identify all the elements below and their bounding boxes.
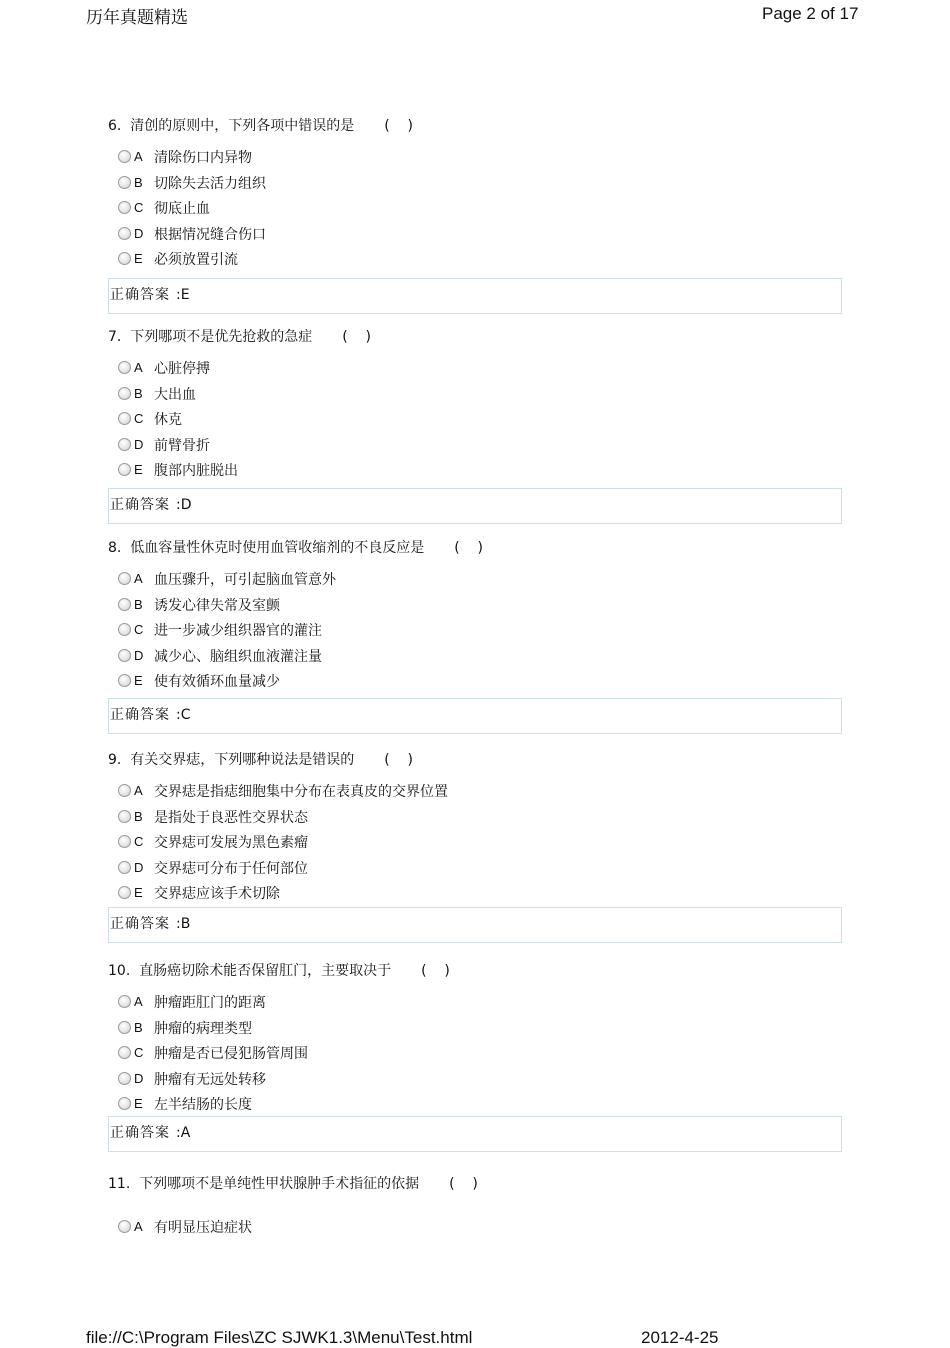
question-text: 直肠癌切除术能否保留肛门，主要取决于 bbox=[139, 963, 392, 979]
option-text: 肿瘤的病理类型 bbox=[154, 1020, 252, 1037]
question-7 bbox=[108, 327, 848, 485]
option-letter: B bbox=[134, 808, 143, 824]
question-text: 有关交界痣，下列哪种说法是错误的 bbox=[130, 752, 355, 768]
radio-button[interactable] bbox=[118, 252, 131, 265]
option-d[interactable] bbox=[108, 223, 848, 249]
radio-button[interactable] bbox=[118, 784, 131, 797]
option-b[interactable] bbox=[108, 806, 848, 832]
option-text: 彻底止血 bbox=[154, 201, 210, 218]
answer-box bbox=[108, 698, 842, 734]
option-text: 肿瘤有无远处转移 bbox=[154, 1071, 266, 1088]
question-text: 低血容量性休克时使用血管收缩剂的不良反应是 bbox=[130, 540, 425, 556]
radio-button[interactable] bbox=[118, 361, 131, 374]
answer-box bbox=[108, 278, 842, 314]
answer-blank: ( ) bbox=[384, 118, 413, 134]
option-letter: E bbox=[134, 673, 143, 689]
radio-button[interactable] bbox=[118, 1046, 131, 1059]
option-letter: B bbox=[134, 1019, 143, 1035]
option-e[interactable] bbox=[108, 882, 848, 908]
radio-button[interactable] bbox=[118, 572, 131, 585]
option-b[interactable] bbox=[108, 383, 848, 409]
option-letter: E bbox=[134, 885, 143, 901]
radio-button[interactable] bbox=[118, 810, 131, 823]
option-text: 诱发心律失常及室颤 bbox=[154, 597, 280, 614]
answer-blank: ( ) bbox=[342, 329, 371, 345]
question-text: 下列哪项不是单纯性甲状腺肿手术指征的依据 bbox=[139, 1176, 420, 1192]
radio-button[interactable] bbox=[118, 674, 131, 687]
answer-box bbox=[108, 488, 842, 524]
radio-button[interactable] bbox=[118, 598, 131, 611]
radio-button[interactable] bbox=[118, 1021, 131, 1034]
question-10 bbox=[108, 961, 848, 1119]
option-text: 有明显压迫症状 bbox=[154, 1220, 252, 1236]
answer-value: :B bbox=[176, 916, 191, 932]
footer-date: 2012-4-25 bbox=[641, 1328, 719, 1347]
option-text: 肿瘤距肛门的距离 bbox=[154, 995, 266, 1011]
radio-button[interactable] bbox=[118, 150, 131, 163]
option-e[interactable] bbox=[108, 670, 848, 696]
answer-blank: ( ) bbox=[449, 1176, 478, 1192]
option-letter: A bbox=[134, 149, 143, 164]
radio-button[interactable] bbox=[118, 176, 131, 189]
option-a[interactable] bbox=[108, 780, 848, 806]
answer-blank: ( ) bbox=[384, 752, 413, 768]
option-text: 清除伤口内异物 bbox=[154, 150, 252, 166]
option-c[interactable] bbox=[108, 619, 848, 645]
option-a[interactable] bbox=[108, 146, 848, 172]
answer-value: :A bbox=[176, 1125, 191, 1141]
radio-button[interactable] bbox=[118, 835, 131, 848]
answer-label: 正确答案 bbox=[110, 497, 170, 513]
option-text: 进一步减少组织器官的灌注 bbox=[154, 623, 322, 640]
option-text: 交界痣应该手术切除 bbox=[154, 886, 280, 903]
question-number: 9. bbox=[108, 752, 122, 768]
option-letter: A bbox=[134, 360, 143, 375]
answer-label: 正确答案 bbox=[110, 707, 170, 723]
option-letter: D bbox=[134, 647, 144, 663]
radio-button[interactable] bbox=[118, 623, 131, 636]
answer-box bbox=[108, 907, 842, 943]
option-letter: B bbox=[134, 174, 143, 190]
option-letter: D bbox=[134, 859, 144, 875]
option-d[interactable] bbox=[108, 1068, 848, 1094]
option-letter: A bbox=[134, 994, 143, 1009]
answer-value: :C bbox=[176, 707, 191, 723]
answer-label: 正确答案 bbox=[110, 287, 170, 303]
header-title: 历年真题精选 bbox=[86, 8, 188, 28]
option-a[interactable] bbox=[108, 357, 848, 383]
option-letter: C bbox=[134, 1045, 144, 1061]
option-e[interactable] bbox=[108, 248, 848, 274]
option-letter: B bbox=[134, 596, 143, 612]
option-d[interactable] bbox=[108, 434, 848, 460]
radio-button[interactable] bbox=[118, 995, 131, 1008]
radio-button[interactable] bbox=[118, 1072, 131, 1085]
question-title bbox=[108, 538, 848, 558]
option-b[interactable] bbox=[108, 172, 848, 198]
option-text: 根据情况缝合伤口 bbox=[154, 226, 266, 243]
radio-button[interactable] bbox=[118, 861, 131, 874]
option-a[interactable] bbox=[108, 991, 848, 1017]
question-number: 6. bbox=[108, 118, 122, 134]
option-c[interactable] bbox=[108, 1042, 848, 1068]
option-text: 减少心、脑组织血液灌注量 bbox=[154, 648, 322, 665]
question-title bbox=[108, 1174, 848, 1194]
option-letter: A bbox=[134, 1219, 143, 1234]
answer-value: :D bbox=[176, 497, 192, 513]
option-text: 腹部内脏脱出 bbox=[154, 463, 238, 480]
option-letter: E bbox=[134, 462, 143, 478]
option-text: 血压骤升，可引起脑血管意外 bbox=[154, 572, 336, 588]
option-letter: D bbox=[134, 225, 144, 241]
question-9 bbox=[108, 750, 848, 908]
question-11 bbox=[108, 1174, 848, 1242]
answer-blank: ( ) bbox=[454, 540, 483, 556]
option-text: 休克 bbox=[154, 412, 182, 429]
option-text: 大出血 bbox=[154, 386, 196, 403]
option-letter: D bbox=[134, 1070, 144, 1086]
radio-button[interactable] bbox=[118, 463, 131, 476]
option-d[interactable] bbox=[108, 857, 848, 883]
answer-label: 正确答案 bbox=[110, 1125, 170, 1141]
option-text: 肿瘤是否已侵犯肠管周围 bbox=[154, 1046, 308, 1063]
question-number: 11. bbox=[108, 1176, 131, 1192]
option-e[interactable] bbox=[108, 459, 848, 485]
option-letter: C bbox=[134, 411, 144, 427]
option-letter: C bbox=[134, 200, 144, 216]
option-letter: D bbox=[134, 436, 144, 452]
option-d[interactable] bbox=[108, 645, 848, 671]
answer-blank: ( ) bbox=[421, 963, 450, 979]
option-letter: A bbox=[134, 783, 143, 798]
question-8 bbox=[108, 538, 848, 696]
radio-button[interactable] bbox=[118, 227, 131, 240]
option-text: 使有效循环血量减少 bbox=[154, 674, 280, 691]
question-number: 8. bbox=[108, 540, 122, 556]
question-title bbox=[108, 961, 848, 981]
radio-button[interactable] bbox=[118, 1097, 131, 1110]
option-a[interactable] bbox=[108, 1216, 848, 1242]
question-text: 清创的原则中，下列各项中错误的是 bbox=[130, 118, 355, 134]
question-title bbox=[108, 116, 848, 136]
option-b[interactable] bbox=[108, 1017, 848, 1043]
answer-label: 正确答案 bbox=[110, 916, 170, 932]
footer-file-path: file://C:\Program Files\ZC SJWK1.3\Menu\Test.html bbox=[86, 1328, 473, 1347]
option-text: 交界痣可发展为黑色素瘤 bbox=[154, 835, 308, 852]
option-a[interactable] bbox=[108, 568, 848, 594]
option-text: 前臂骨折 bbox=[154, 437, 210, 454]
option-text: 心脏停搏 bbox=[154, 361, 210, 377]
radio-button[interactable] bbox=[118, 201, 131, 214]
question-number: 10. bbox=[108, 963, 131, 979]
radio-button[interactable] bbox=[118, 387, 131, 400]
answer-box bbox=[108, 1116, 842, 1152]
option-text: 是指处于良恶性交界状态 bbox=[154, 809, 308, 826]
radio-button[interactable] bbox=[118, 438, 131, 451]
option-text: 必须放置引流 bbox=[154, 252, 238, 269]
question-text: 下列哪项不是优先抢救的急症 bbox=[130, 329, 313, 345]
option-text: 左半结肠的长度 bbox=[154, 1097, 252, 1114]
option-c[interactable] bbox=[108, 197, 848, 223]
option-text: 交界痣可分布于任何部位 bbox=[154, 860, 308, 877]
option-letter: E bbox=[134, 1096, 143, 1112]
radio-button[interactable] bbox=[118, 886, 131, 899]
question-6 bbox=[108, 116, 848, 274]
radio-button[interactable] bbox=[118, 649, 131, 662]
radio-button[interactable] bbox=[118, 412, 131, 425]
option-letter: A bbox=[134, 571, 143, 586]
question-title bbox=[108, 327, 848, 347]
option-letter: B bbox=[134, 385, 143, 401]
option-letter: E bbox=[134, 251, 143, 267]
option-c[interactable] bbox=[108, 408, 848, 434]
option-letter: C bbox=[134, 622, 144, 638]
option-text: 交界痣是指痣细胞集中分布在表真皮的交界位置 bbox=[154, 784, 448, 800]
question-title bbox=[108, 750, 848, 770]
option-b[interactable] bbox=[108, 594, 848, 620]
answer-value: :E bbox=[176, 287, 190, 303]
radio-button[interactable] bbox=[118, 1220, 131, 1233]
option-letter: C bbox=[134, 834, 144, 850]
option-text: 切除失去活力组织 bbox=[154, 175, 266, 192]
option-c[interactable] bbox=[108, 831, 848, 857]
question-number: 7. bbox=[108, 329, 122, 345]
page-number: Page 2 of 17 bbox=[762, 4, 859, 23]
